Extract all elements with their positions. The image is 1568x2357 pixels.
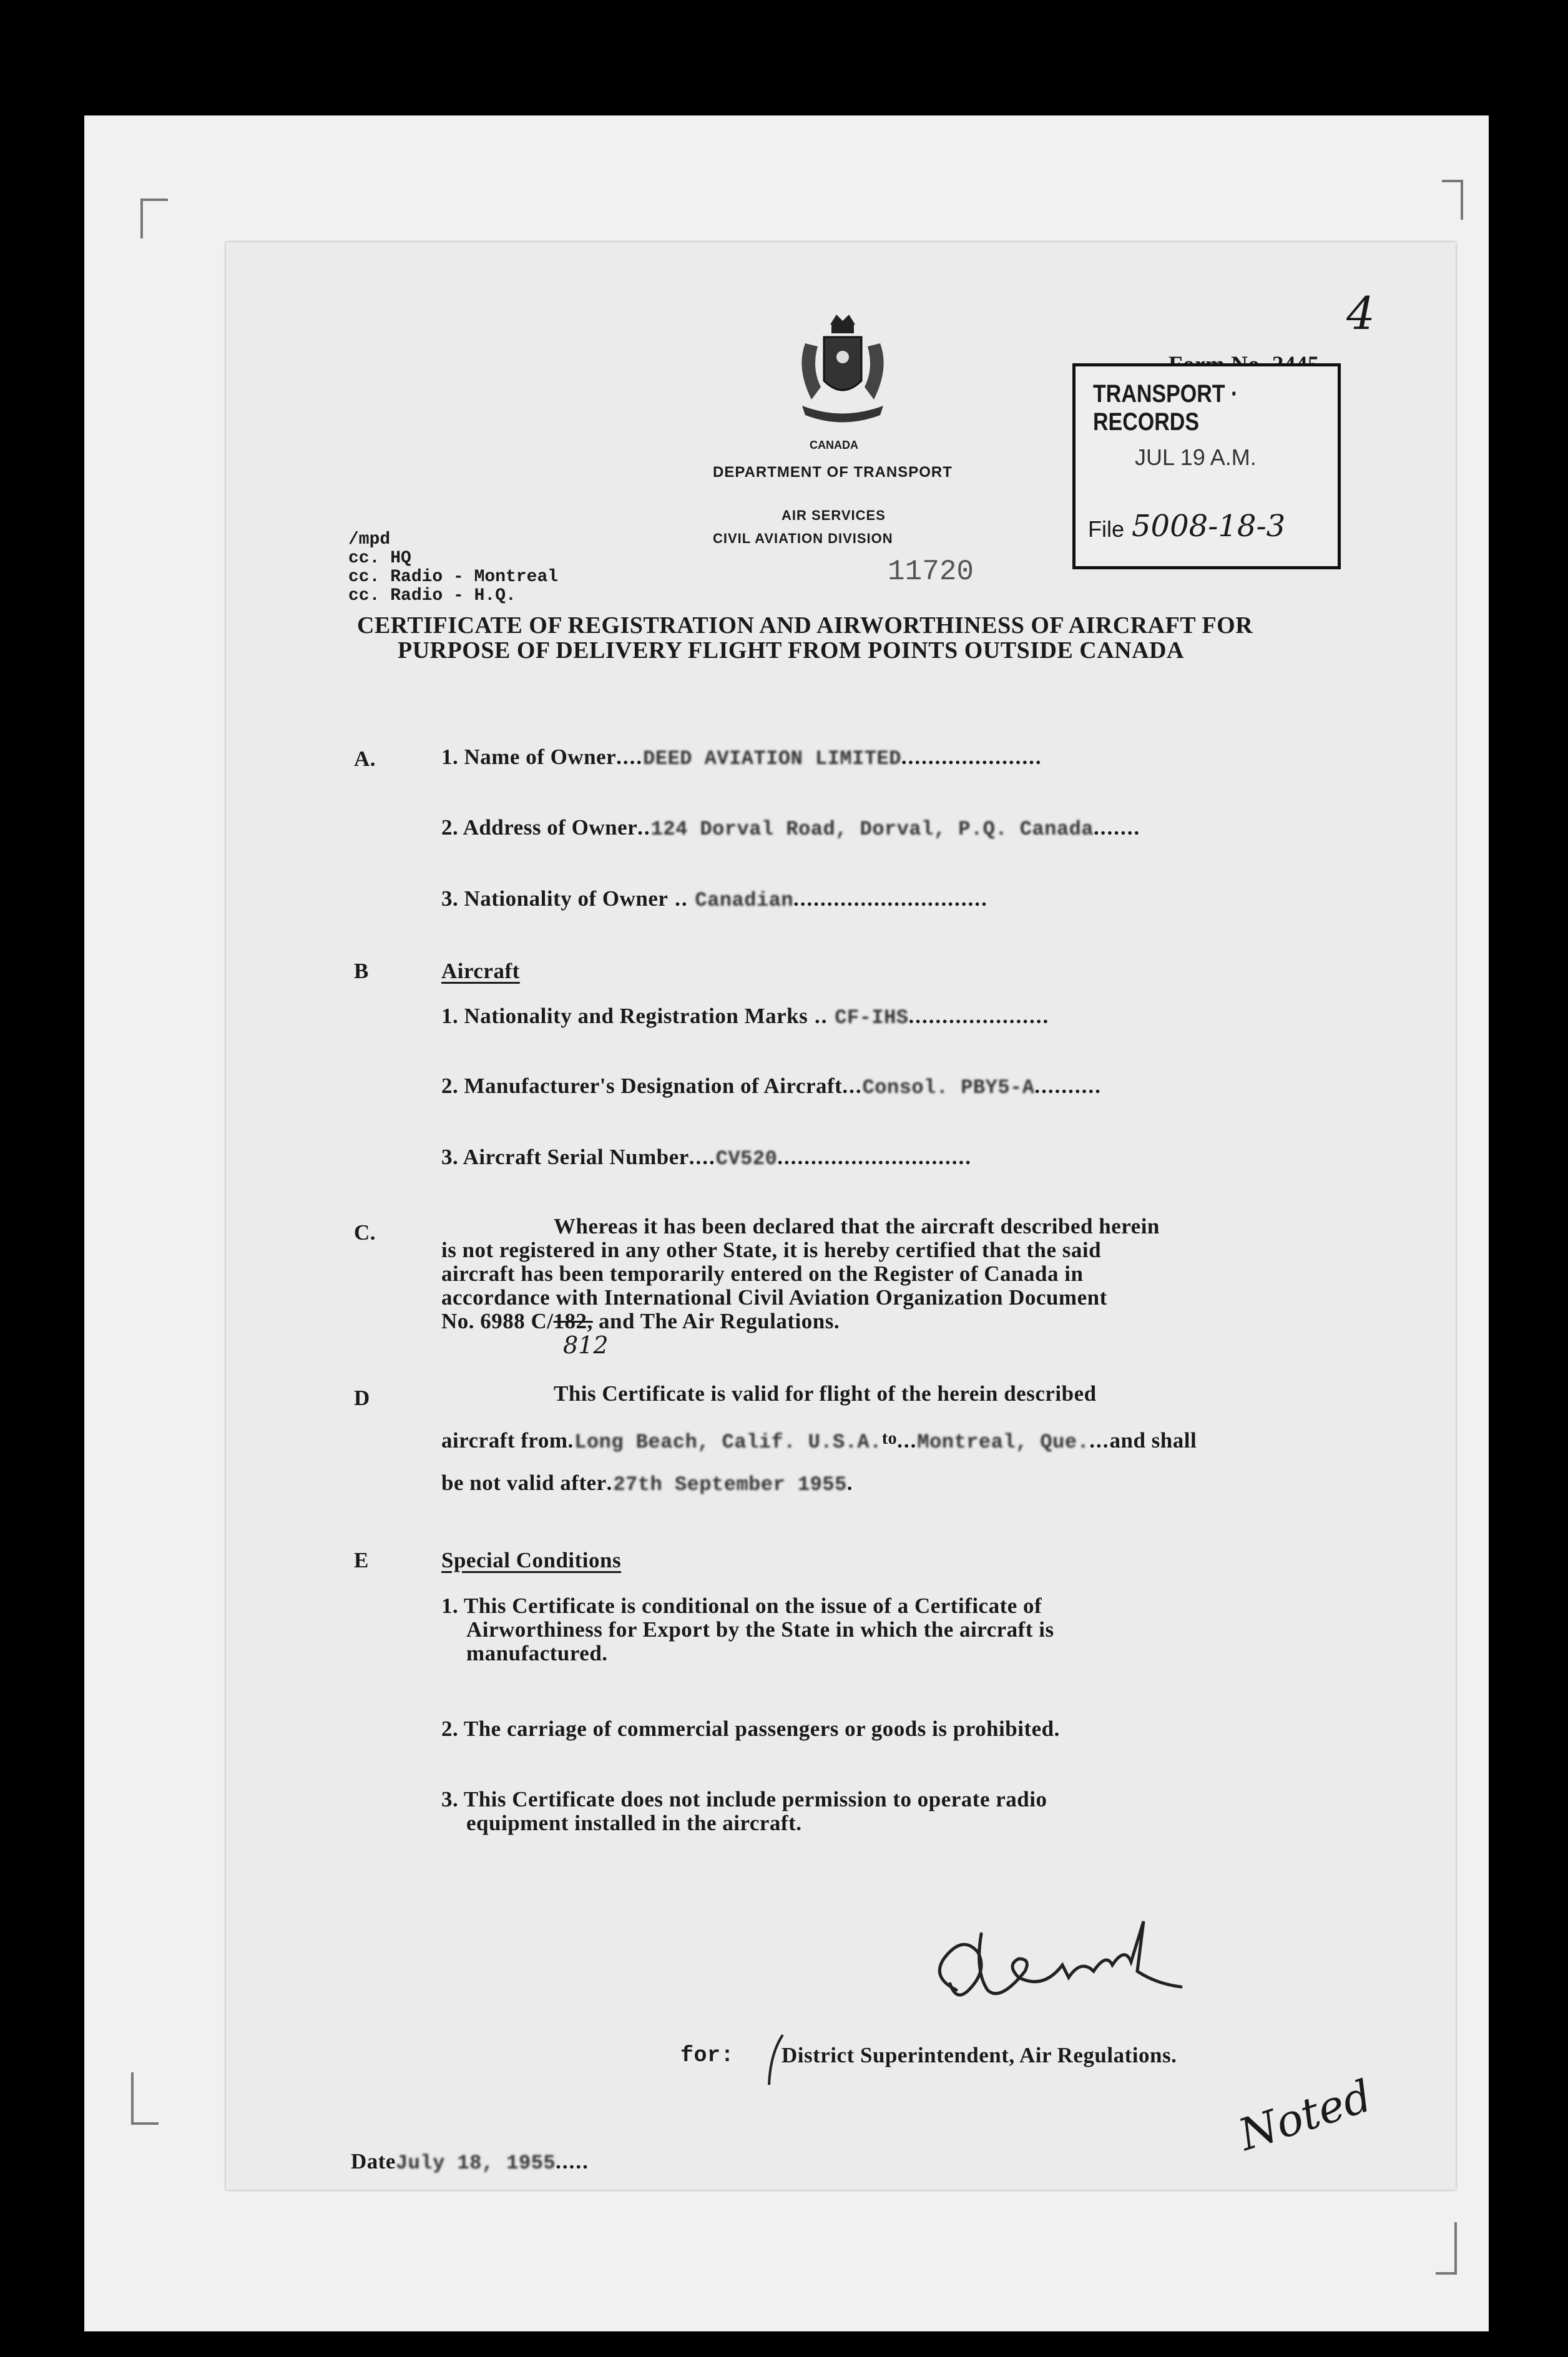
stamp-file-number: 5008-18-3 [1132, 509, 1286, 544]
crop-mark-top-left [140, 198, 168, 238]
certificate-title-line1: CERTIFICATE OF REGISTRATION AND AIRWORTHINESS OF AIRCRAFT FOR [357, 612, 1253, 639]
owner-address-row: 2. Address of Owner..124 Dorval Road, Dorval, P.Q. Canada....... [441, 815, 1141, 841]
manufacturer-designation-label: 2. Manufacturer's Designation of Aircraft [441, 1074, 843, 1098]
document-number-prefix: No. 6988 C/ [441, 1309, 554, 1333]
stamp-title: TRANSPORT · RECORDS [1093, 380, 1238, 436]
serial-number-label: 3. Aircraft Serial Number [441, 1145, 689, 1169]
cc-line: cc. Radio - Montreal [348, 567, 559, 587]
struck-document-suffix: 182, [553, 1309, 593, 1333]
to-location-value: Montreal, Que. [917, 1431, 1090, 1454]
crop-mark-bottom-right [1436, 2222, 1457, 2275]
section-b-letter: B [354, 959, 369, 983]
aircraft-from-label: aircraft from [441, 1428, 568, 1453]
crop-mark-top-right [1442, 180, 1463, 220]
registration-marks-value: CF-IHS [835, 1006, 909, 1029]
section-c-last-line [441, 1309, 840, 1334]
date-label: Date [351, 2149, 396, 2173]
serial-number-value: CV520 [715, 1147, 778, 1170]
signatory-title: District Superintendent, Air Regulations. [782, 2043, 1177, 2067]
condition-3-line: 3. This Certificate does not include permission to operate radio [441, 1787, 1047, 1811]
owner-nationality-row: 3. Nationality of Owner .. Canadian............................. [441, 886, 988, 912]
valid-until-value: 27th September 1955 [613, 1473, 847, 1496]
owner-name-value: DEED AVIATION LIMITED [643, 747, 901, 770]
manufacturer-designation-value: Consol. PBY5-A [862, 1076, 1035, 1099]
signature-scribble-icon [919, 1896, 1218, 2021]
valid-until-row: be not valid after.27th September 1955. [441, 1471, 853, 1496]
from-location-value: Long Beach, Calif. U.S.A. [574, 1431, 882, 1454]
not-valid-after-label: be not valid after [441, 1471, 607, 1495]
to-label: to [881, 1429, 898, 1448]
country-label: CANADA [810, 439, 858, 451]
cc-line: cc. Radio - H.Q. [348, 586, 516, 605]
cc-line: /mpd [348, 530, 391, 549]
department-label: DEPARTMENT OF TRANSPORT [713, 464, 953, 481]
section-d-line1: This Certificate is valid for flight of the herein described [554, 1381, 1097, 1406]
manufacturer-designation-row: 2. Manufacturer's Designation of Aircraft...Consol. PBY5-A.......... [441, 1074, 1102, 1099]
condition-1-line: Airworthiness for Export by the State in which the aircraft is [466, 1617, 1054, 1642]
date-value: July 18, 1955 [395, 2152, 556, 2175]
condition-2-line: 2. The carriage of commercial passengers or goods is prohibited. [441, 1717, 1060, 1741]
certificate-title-line2: PURPOSE OF DELIVERY FLIGHT FROM POINTS OUTSIDE CANADA [398, 637, 1184, 664]
section-b-heading: Aircraft [441, 959, 520, 983]
section-c-line: accordance with International Civil Aviation Organization Document [441, 1285, 1107, 1310]
owner-nationality-label: 3. Nationality of Owner [441, 886, 669, 911]
section-c-line: aircraft has been temporarily entered on the Register of Canada in [441, 1262, 1084, 1286]
owner-name-row: 1. Name of Owner....DEED AVIATION LIMITED..................... [441, 745, 1042, 770]
flight-route-row: aircraft from.Long Beach, Calif. U.S.A.to...Montreal, Que....and shall [441, 1428, 1197, 1454]
stamp-file-label: File [1088, 516, 1125, 542]
section-a-letter: A. [354, 747, 376, 771]
condition-3-line: equipment installed in the aircraft. [466, 1811, 802, 1835]
records-stamp [1072, 363, 1341, 569]
section-e-letter: E [354, 1548, 369, 1572]
owner-address-label: 2. Address of Owner [441, 815, 638, 840]
section-c-line: is not registered in any other State, it is hereby certified that the said [441, 1238, 1102, 1262]
condition-1-line: manufactured. [466, 1641, 608, 1665]
section-c-letter: C. [354, 1220, 376, 1245]
handwritten-page-number: 4 [1346, 287, 1375, 340]
owner-address-value: 124 Dorval Road, Dorval, P.Q. Canada [650, 818, 1094, 841]
coat-of-arms-icon [793, 312, 893, 434]
for-label: for: [680, 2043, 735, 2068]
registration-marks-label: 1. Nationality and Registration Marks [441, 1004, 808, 1028]
section-c-line: Whereas it has been declared that the aircraft described herein [554, 1214, 1160, 1238]
certificate-sheet [226, 242, 1456, 2190]
condition-1-line: 1. This Certificate is conditional on the issue of a Certificate of [441, 1594, 1042, 1618]
owner-nationality-value: Canadian [695, 889, 794, 912]
air-regulations-text: and The Air Regulations. [592, 1309, 840, 1333]
stamp-date: JUL 19 A.M. [1135, 444, 1257, 470]
serial-number-row: 3. Aircraft Serial Number....CV520............................. [441, 1145, 973, 1170]
file-number-stamp: 11720 [888, 556, 974, 588]
date-row: DateJuly 18, 1955..... [351, 2149, 589, 2175]
section-e-heading: Special Conditions [441, 1548, 622, 1572]
division-label: CIVIL AVIATION DIVISION [713, 531, 893, 546]
handwritten-noted-note: Noted [1232, 2070, 1378, 2161]
registration-marks-row: 1. Nationality and Registration Marks .. CF-IHS..................... [441, 1004, 1050, 1029]
cc-list [348, 531, 558, 605]
section-d-letter: D [354, 1386, 370, 1410]
air-services-label: AIR SERVICES [782, 507, 886, 523]
crop-mark-bottom-left [131, 2072, 159, 2125]
cc-line: cc. HQ [348, 549, 411, 568]
owner-name-label: 1. Name of Owner [441, 745, 617, 769]
handwritten-correction: 812 [563, 1331, 609, 1359]
and-shall-text: and shall [1109, 1428, 1197, 1453]
